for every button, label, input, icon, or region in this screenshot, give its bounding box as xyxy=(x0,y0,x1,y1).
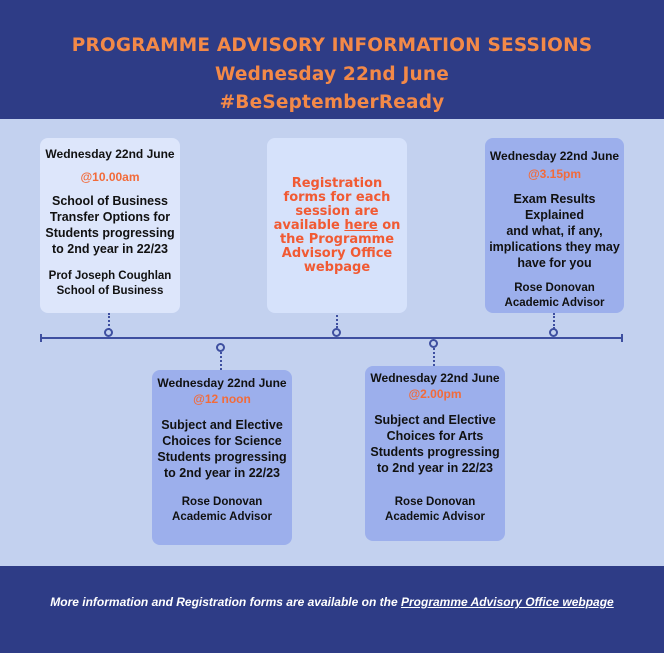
session-card-arts xyxy=(365,366,505,541)
session-presenter xyxy=(40,269,180,299)
session-time: @2.00pm xyxy=(408,387,462,401)
session-title xyxy=(152,417,292,481)
session-title xyxy=(365,412,505,476)
timeline-node-registration xyxy=(332,328,341,337)
session-card-business xyxy=(40,138,180,313)
registration-text-line: Registration xyxy=(291,176,383,191)
footer-text-prefix: More information and Registration forms are available on the xyxy=(50,595,401,609)
date-heading: Wednesday 22nd June xyxy=(214,64,450,85)
timeline-node-session-1 xyxy=(104,328,113,337)
session-title xyxy=(40,193,180,257)
session-date: Wednesday 22nd June xyxy=(370,371,500,385)
session-title-line: Students progressing xyxy=(370,445,500,459)
session-presenter xyxy=(485,281,624,311)
main-heading: PROGRAMME ADVISORY INFORMATION SESSIONS xyxy=(71,35,593,56)
registration-text-line: forms for each xyxy=(283,190,391,205)
session-title-line: to 2nd year in 22/23 xyxy=(376,461,494,475)
session-presenter xyxy=(152,495,292,525)
registration-text-line: session are xyxy=(295,204,379,219)
session-title-line: implications they may xyxy=(489,240,620,254)
registration-text-line xyxy=(267,219,407,233)
session-date: Wednesday 22nd June xyxy=(489,149,620,163)
connector-session-2 xyxy=(220,352,222,370)
session-title-line: to 2nd year in 22/23 xyxy=(163,466,281,480)
session-title-line: have for you xyxy=(517,256,592,270)
presenter-name: Rose Donovan xyxy=(394,496,476,508)
presenter-role: Academic Advisor xyxy=(504,297,605,309)
session-time: @12 noon xyxy=(193,392,251,406)
footer-banner xyxy=(0,566,664,653)
registration-text: available xyxy=(273,218,345,233)
timeline-end-tick xyxy=(621,334,623,342)
session-title-line: School of Business xyxy=(52,194,168,208)
session-title-line: Choices for Arts xyxy=(386,429,484,443)
timeline-node-session-4 xyxy=(549,328,558,337)
session-card-exam-results xyxy=(485,138,624,313)
session-title-line: Subject and Elective xyxy=(374,413,496,427)
presenter-name: Rose Donovan xyxy=(514,282,595,294)
presenter-role: Academic Advisor xyxy=(385,511,485,523)
timeline-node-session-3 xyxy=(429,339,438,348)
presenter-name: Prof Joseph Coughlan xyxy=(48,270,172,282)
session-title-line: Exam Results Explained xyxy=(513,192,596,222)
registration-text: on xyxy=(377,218,401,233)
session-title-line: Subject and Elective xyxy=(161,418,283,432)
session-title-line: to 2nd year in 22/23 xyxy=(51,242,169,256)
timeline-node-session-2 xyxy=(216,343,225,352)
session-title-line: and what, if any, xyxy=(506,224,603,238)
registration-text-line: webpage xyxy=(303,260,371,275)
connector-session-3 xyxy=(433,348,435,366)
presenter-role: Academic Advisor xyxy=(172,511,272,523)
session-title-line: Students progressing xyxy=(45,226,175,240)
timeline-line xyxy=(40,337,623,339)
session-title xyxy=(485,191,624,271)
session-date: Wednesday 22nd June xyxy=(45,147,175,161)
header-banner xyxy=(0,0,664,119)
session-presenter xyxy=(365,495,505,525)
registration-text-line: the Programme xyxy=(279,232,395,247)
presenter-role: School of Business xyxy=(56,285,164,297)
session-time: @10.00am xyxy=(80,170,140,184)
connector-session-4 xyxy=(553,313,555,329)
footer-text xyxy=(0,595,664,609)
session-title-line: Choices for Science xyxy=(162,434,282,448)
timeline-start-tick xyxy=(40,334,42,342)
programme-advisory-office-link[interactable]: Programme Advisory Office webpage xyxy=(400,595,614,609)
session-date: Wednesday 22nd June xyxy=(157,376,287,390)
hashtag-heading: #BeSeptemberReady xyxy=(219,92,445,113)
session-time: @3.15pm xyxy=(527,167,582,181)
session-title-line: Students progressing xyxy=(157,450,287,464)
registration-info-card xyxy=(267,138,407,313)
registration-text-line: Advisory Office xyxy=(281,246,393,261)
session-card-science xyxy=(152,370,292,545)
session-title-line: Transfer Options for xyxy=(49,210,171,224)
presenter-name: Rose Donovan xyxy=(181,496,263,508)
registration-here-link[interactable]: here xyxy=(344,218,378,233)
